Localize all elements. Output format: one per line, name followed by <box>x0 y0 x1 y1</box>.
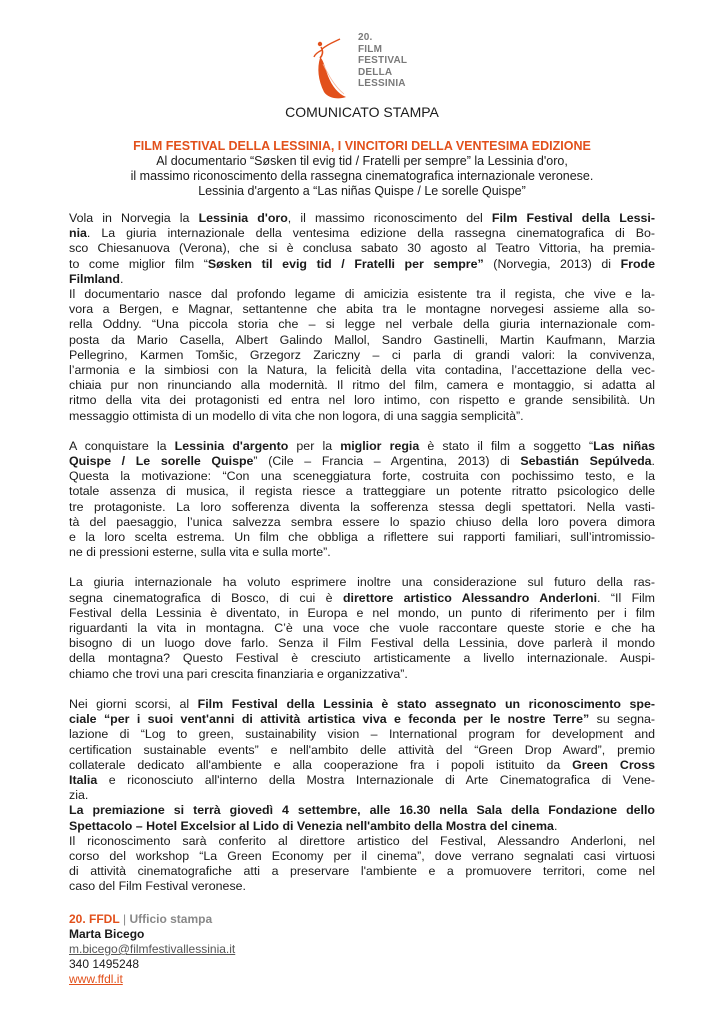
body-line: Il riconoscimento sarà conferito al direttore artistico del Festival, Alessandro Anderloni, nel <box>69 833 655 848</box>
headline-sub-1: Al documentario “Søsken til evig tid / Fratelli per sempre” la Lessinia d'oro, <box>156 154 568 168</box>
headline-sub-2: il massimo riconoscimento della rassegna cinematografica internazionale veronese. <box>130 169 594 183</box>
headline-main: FILM FESTIVAL DELLA LESSINIA, I VINCITORI DELLA VENTESIMA EDIZIONE <box>133 139 591 153</box>
body-line: rella Oddny. “Una piccola storia che – si legge nel verbale della giuria internazionale com- <box>69 317 655 332</box>
body-line: Quispe / Le sorelle Quispe” (Cile – Francia – Argentina, 2013) di Sebastián Sepúlveda. <box>69 454 655 469</box>
contact-phone: 340 1495248 <box>69 957 140 971</box>
body-line: Vola in Norvegia la Lessinia d'oro, il massimo riconoscimento del Film Festival della Lessi- <box>69 211 656 225</box>
body-line: bisogno di un luogo dove farlo. Senza il Film Festival della Lessinia, dove parlerà il mondo <box>69 636 655 651</box>
body-line: Festival della Lessinia è diventato, in Europa e nel mondo, un punto di riferimento per i film <box>69 605 655 620</box>
press-contact-footer <box>69 912 235 987</box>
body-line: vora a Bergen, e Magnar, settantenne che abita tra le montagne norvegesi assieme alla so- <box>69 302 655 317</box>
body-line: chiaia pur non rinunciando alla modernità. Il ritmo del film, camera e montaggio, si adatta al <box>69 378 655 393</box>
body-line: chiamo che trovi una pari crescita finanziaria e organizzativa”. <box>69 666 408 681</box>
logo-line-della: DELLA <box>358 66 393 78</box>
body-line: posta da Mario Casella, Albert Galindo Mallol, Sandro Gastinelli, Martin Kaufmann, Marzia <box>69 332 655 347</box>
body-line: caso del Film Festival veronese. <box>69 879 246 894</box>
festival-logo <box>308 30 428 102</box>
paragraph-gap <box>69 560 655 575</box>
body-line: segna cinematografica di Bosco, di cui è direttore artistico Alessandro Anderloni. “Il Film <box>69 590 656 605</box>
body-line: totale assenza di musica, il regista riesce a tratteggiare un potente ritratto psicologico delle <box>69 484 655 499</box>
footer-org: 20. FFDL | Ufficio stampa <box>69 912 213 926</box>
body-line: ritmo della vita dei protagonisti ed entra nel loro intimo, con rispetto e grande sensibilità. Un <box>69 393 655 408</box>
body-line: La premiazione si terrà giovedì 4 settembre, alle 16.30 nella Sala della Fondazione dello <box>69 803 655 818</box>
body-line: lazione di “Log to green, sustainability vision – International program for development and <box>69 727 655 742</box>
body-line: tre protagoniste. La loro sofferenza diventa la sofferenza stessa degli spettatori. Nella vasti- <box>69 499 655 514</box>
article-body <box>69 211 655 895</box>
body-line: e la loro scelta estrema. Un film che obbliga a riflettere sui rapporti familiari, sull’intromissio- <box>69 530 655 545</box>
body-line: Il documentario nasce dal profondo legame di amicizia esistente tra il regista, che vive e la- <box>69 287 655 302</box>
logo-line-film: FILM <box>358 43 383 55</box>
body-line: riguardanti la vita in montagna. C’è una voce che vuole raccontare queste storie e che ha <box>69 621 655 636</box>
body-line: Filmland. <box>69 271 124 286</box>
body-line: messaggio ottimista di un modello di vita che non logora, di una saggia semplicità”. <box>69 408 524 423</box>
body-line: sco Chiesanuova (Verona), che si è conclusa sabato 30 agosto al Teatro Vittoria, ha premia- <box>69 241 655 256</box>
website-link[interactable]: www.ffdl.it <box>69 972 123 986</box>
paragraph-gap <box>69 424 655 439</box>
dancer-logo-icon <box>308 30 352 102</box>
headline-sub-3: Lessinia d'argento a “Las niñas Quispe / Le sorelle Quispe” <box>198 184 526 198</box>
body-line: Pellegrino, Karmen Tomšic, Grzegorz Zariczny – ci parla di grandi valori: la convivenza, <box>69 347 655 362</box>
body-line: ciale “per i suoi vent'anni di attività artistica viva e feconda per le nostre Terre” su segna- <box>69 712 655 727</box>
footer-office: Ufficio stampa <box>129 912 213 926</box>
body-line: della montagna? Questo Festival è cresciuto artisticamente a livello internazionale. Auspi- <box>69 651 655 666</box>
body-line: ne di pressioni esterne, sulla vita e sulla morte”. <box>69 545 331 560</box>
body-line: tà del paesaggio, l’unica salvezza sembra essere lo spazio chiuso della loro povera dimora <box>69 514 655 529</box>
contact-name: Marta Bicego <box>69 927 145 941</box>
body-line: Italia e riconosciuto all'interno della Mostra Internazionale di Arte Cinematografica di Vene- <box>69 772 655 787</box>
body-line: Questa la motivazione: “Con una sceneggiatura forte, costruita con pochissimo testo, e la <box>69 469 655 484</box>
headline-block <box>0 139 724 199</box>
body-line: di attività cinematografiche atti a preservare l'ambiente e a promuovere territori, come nel <box>69 864 655 879</box>
logo-wordmark <box>358 32 407 90</box>
body-line: A conquistare la Lessinia d'argento per la miglior regia è stato il film a soggetto “Las niñas <box>69 438 655 453</box>
logo-line-festival: FESTIVAL <box>358 55 408 66</box>
body-line: La giuria internazionale ha voluto esprimere inoltre una considerazione sul futuro della ras- <box>69 575 655 590</box>
document-type-title: COMUNICATO STAMPA <box>285 104 439 120</box>
body-line: Nei giorni scorsi, al Film Festival della Lessinia è stato assegnato un riconoscimento spe- <box>69 696 655 711</box>
paragraph-gap <box>69 682 655 697</box>
body-line: corso del workshop “La Green Economy per il cinema”, dove verrano segnalati casi virtuosi <box>69 848 655 863</box>
contact-email-link[interactable]: m.bicego@filmfestivallessinia.it <box>69 942 236 956</box>
logo-edition: 20. <box>358 32 373 43</box>
body-line: collaterale dedicato all'ambiente e alla cooperazione fra i popoli istituito da Green Cross <box>69 757 656 772</box>
body-line: Spettacolo – Hotel Excelsior al Lido di Venezia nell'ambito della Mostra del cinema. <box>69 818 558 833</box>
body-line: certification sustainable events” e nell'ambito delle attività del “Green Drop Award”, premio <box>69 742 655 757</box>
body-line: to come miglior film “Søsken til evig tid / Fratelli per sempre” (Norvegia, 2013) di Frode <box>69 256 656 271</box>
body-line: zia. <box>69 788 89 803</box>
body-line: l’armonia e la simbiosi con la Natura, la felicità della vita contadina, l’accettazione della vec- <box>69 363 655 378</box>
logo-line-lessinia: LESSINIA <box>358 78 406 89</box>
body-line: nia. La giuria internazionale della ventesima edizione della rassegna cinematografica di Bo- <box>69 226 655 241</box>
